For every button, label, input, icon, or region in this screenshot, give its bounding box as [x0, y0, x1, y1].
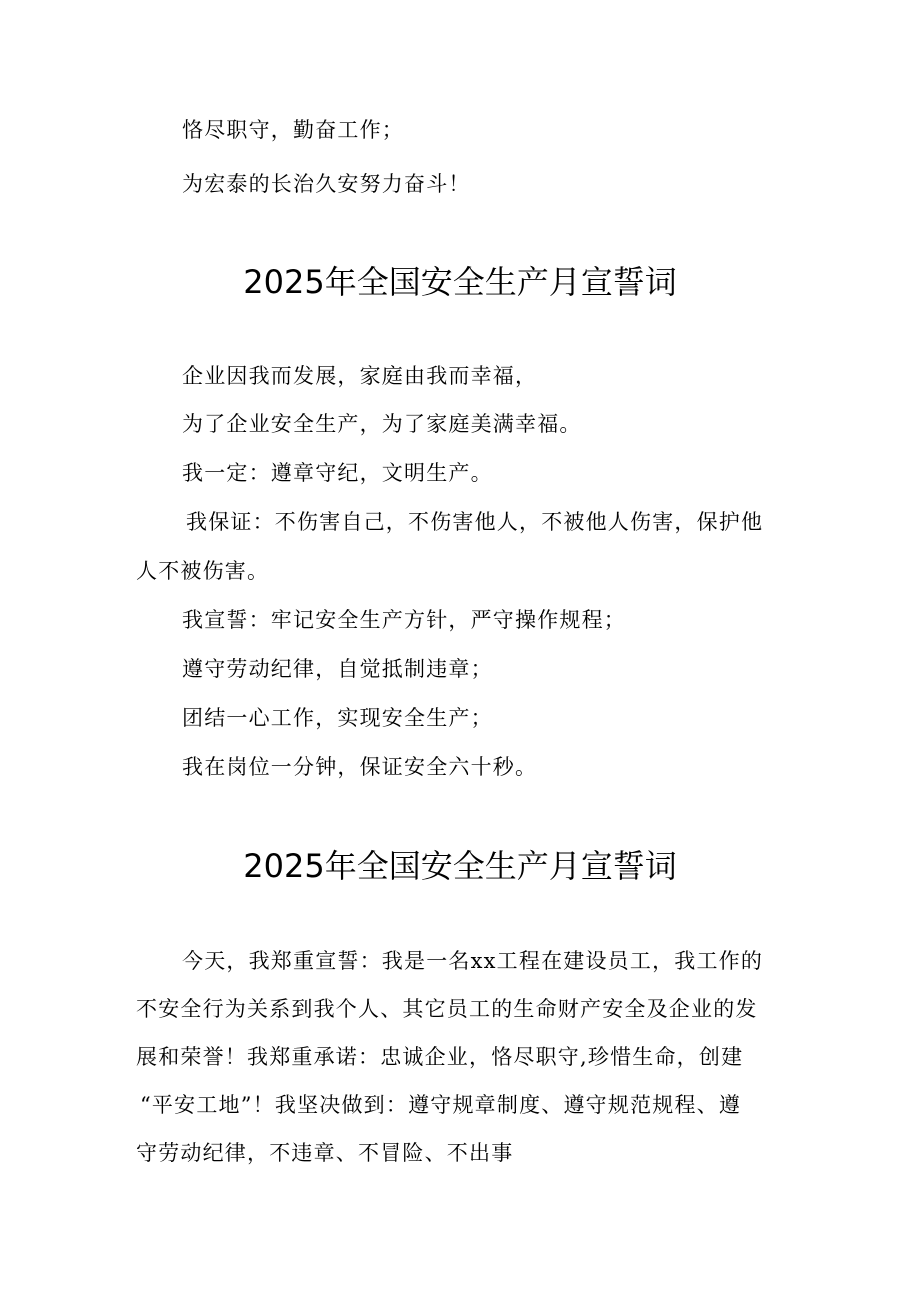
oath-paragraph-line-5: 守劳动纪律，不违章、不冒险、不出事: [136, 1141, 514, 1165]
pledge-line-7: 遵守劳动纪律，自觉抵制违章；: [182, 657, 493, 681]
pledge-line-8: 团结一心工作，实现安全生产；: [182, 706, 493, 730]
pledge-line-4: 我保证：不伤害自己，不伤害他人，不被他人伤害，保护他: [186, 510, 764, 534]
top-line-2: 为宏泰的长治久安努力奋斗！: [182, 172, 471, 196]
pledge-line-5: 人不被伤害。: [136, 559, 270, 583]
oath-paragraph-line-3: 展和荣誉！我郑重承诺：忠诚企业，恪尽职守,珍惜生命，创建: [136, 1045, 744, 1069]
pledge-line-9: 我在岗位一分钟，保证安全六十秒。: [182, 755, 538, 779]
oath-paragraph-line-2: 不安全行为关系到我个人、其它员工的生命财产安全及企业的发: [136, 997, 758, 1021]
top-line-1: 恪尽职守，勤奋工作；: [182, 118, 404, 142]
pledge-line-1: 企业因我而发展，家庭由我而幸福，: [182, 364, 538, 388]
section-title-1: 2025年全国安全生产月宣誓词: [243, 263, 677, 301]
pledge-line-6: 我宣誓：牢记安全生产方针，严守操作规程；: [182, 608, 626, 632]
oath-paragraph-line-1: 今天，我郑重宣誓：我是一名xx工程在建设员工，我工作的: [182, 949, 764, 973]
pledge-line-2: 为了企业安全生产，为了家庭美满幸福。: [182, 412, 582, 436]
section-title-2: 2025年全国安全生产月宣誓词: [243, 847, 677, 885]
oath-paragraph-line-4: “平安工地”！我坚决做到：遵守规章制度、遵守规范规程、遵: [140, 1093, 742, 1117]
pledge-line-3: 我一定：遵章守纪，文明生产。: [182, 461, 493, 485]
